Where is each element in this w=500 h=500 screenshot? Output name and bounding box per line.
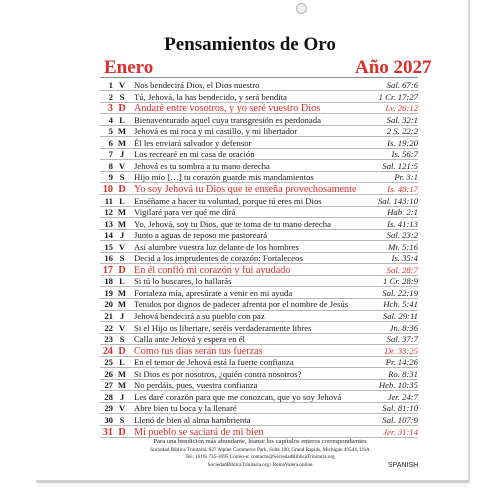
weekday-letter: D	[118, 264, 126, 276]
verse-reference: Sal. 23:2	[386, 230, 418, 241]
day-verse: Nos bendecirá Dios, el Dios nuestro	[134, 80, 260, 90]
language-label: SPANISH	[388, 462, 419, 469]
weekday-letter: M	[117, 287, 127, 298]
weekday-letter: M	[117, 380, 127, 391]
day-number: 31	[102, 426, 113, 438]
weekday-letter: L	[119, 195, 125, 206]
day-number: 9	[108, 172, 113, 183]
day-number: 14	[104, 230, 113, 241]
day-verse: Jehová es mi roca y mi castillo, y mi libertador	[134, 126, 298, 137]
weekday-letter: D	[118, 183, 126, 195]
verse-reference: Sal. 81:10	[382, 403, 418, 414]
day-number: 28	[104, 391, 113, 402]
verse-reference: Sal. 22:19	[382, 287, 418, 298]
day-verse: Así alumbre vuestra luz delante de los hombres	[134, 241, 299, 252]
footer-note: Para una bendición más abundante, léanse los capítulos enteros correspondientes	[153, 438, 367, 445]
weekday-letter: L	[119, 114, 125, 125]
weekday-letter: V	[118, 160, 126, 171]
day-number: 2	[108, 91, 113, 102]
weekday-letter: M	[117, 299, 127, 310]
weekday-letter: V	[118, 403, 126, 414]
day-number: 17	[102, 264, 113, 276]
weekday-letter: M	[117, 218, 127, 229]
day-verse: Calla ante Jehová y espera en él	[134, 334, 245, 345]
verse-reference: Is. 19:20	[387, 137, 418, 148]
day-verse: Jehová es tu sombra a tu mano derecha	[134, 160, 270, 171]
weekday-letter: V	[118, 241, 126, 252]
day-verse: Si tú lo buscares, lo hallarás	[134, 276, 232, 287]
day-number: 19	[104, 287, 113, 298]
day-verse: Andaré entre vosotros, y yo seré vuestro Dios	[134, 103, 321, 115]
day-verse: Hijo mío […] tu corazón guarde mis mandamientos	[134, 172, 314, 183]
hanging-hole	[296, 3, 307, 14]
weekday-letter: D	[118, 103, 126, 115]
day-number: 25	[104, 357, 113, 368]
day-number: 12	[104, 207, 113, 218]
day-number: 8	[108, 160, 113, 171]
day-number: 29	[104, 403, 113, 414]
verse-reference: Is. 35:4	[391, 253, 418, 264]
day-number: 22	[104, 322, 113, 333]
day-number: 3	[107, 103, 113, 115]
weekday-letter: D	[118, 345, 126, 357]
verse-reference: 1 Cr. 17:27	[378, 91, 418, 102]
verse-reference: Is. 41:13	[387, 218, 418, 229]
day-number: 5	[108, 126, 113, 137]
day-number: 30	[104, 414, 113, 425]
verse-reference: Is. 56:7	[391, 149, 418, 160]
day-verse: Junto a aguas de reposo me pastoreará	[134, 230, 268, 241]
verse-reference: Hab. 2:1	[387, 207, 418, 218]
verse-reference: Sal. 107:9	[382, 414, 418, 425]
weekday-letter: L	[119, 276, 125, 287]
verse-reference: Jer. 31:14	[383, 426, 418, 437]
day-number: 11	[104, 195, 113, 206]
footer-address: Sociedad Bíblica Trinitaria, 927 Alpine Commerce Park, Suite 100, Grand Rapids, Michigan 49544, USA	[150, 447, 370, 453]
day-verse: Si Dios es por nosotros, ¿quién contra nosotros?	[134, 368, 302, 379]
weekday-letter: S	[119, 253, 125, 264]
day-verse: Vigilaré para ver qué me dirá	[134, 207, 236, 218]
verse-reference: Sal. 37:7	[386, 334, 418, 345]
weekday-letter: M	[117, 368, 127, 379]
verse-reference: Sal. 28:7	[386, 264, 418, 275]
footer-websites: SociedadBiblicaTrinitaria.org | ReinaValera.online	[207, 462, 313, 468]
day-number: 21	[104, 311, 113, 321]
day-number: 18	[104, 276, 113, 287]
verse-reference: Sal. 121:5	[382, 160, 418, 171]
weekday-letter: S	[119, 334, 125, 345]
day-number: 4	[108, 114, 113, 125]
verse-reference: Pr. 14:26	[385, 357, 418, 368]
day-verse: Bienaventurado aquel cuya transgresión es perdonada	[134, 114, 321, 125]
weekday-letter: D	[118, 426, 126, 438]
verse-reference: Sal. 67:6	[386, 80, 418, 90]
day-number: 26	[104, 368, 113, 379]
verse-reference: Pr. 3:1	[394, 172, 418, 183]
header-rule	[100, 77, 418, 78]
verse-reference: Sal. 143:10	[377, 195, 418, 206]
day-verse: Abre bien tu boca y la llenaré	[134, 403, 237, 414]
day-verse: Tenidos por dignos de padecer afrenta por el nombre de Jesús	[134, 299, 349, 310]
day-number: 6	[108, 137, 113, 148]
verse-reference: 2 S. 22:2	[386, 126, 418, 137]
verse-reference: Is. 48:17	[387, 183, 418, 194]
day-verse: Les daré corazón para que me conozcan, que yo soy Jehová	[134, 391, 342, 402]
weekday-letter: J	[119, 311, 125, 321]
weekday-letter: L	[119, 357, 125, 368]
day-number: 27	[104, 380, 113, 391]
day-verse: Si el Hijo os libertare, seréis verdaderamente libres	[134, 322, 312, 333]
day-verse: Llenó de bien al alma hambrienta	[134, 414, 251, 425]
verse-reference: Heb. 10:35	[378, 380, 418, 391]
verse-reference: Lv. 26:12	[385, 103, 418, 114]
day-verse: Él les enviará salvador y defensor	[134, 137, 252, 148]
day-verse: Decid a los imprudentes de corazón: Fortaleceos	[134, 253, 303, 264]
day-number: 16	[104, 253, 113, 264]
weekday-letter: V	[118, 80, 126, 90]
day-verse: Tú, Jehová, la has bendecido, y será bendita	[134, 91, 287, 102]
verse-reference: Jer. 24:7	[387, 391, 418, 402]
weekday-letter: S	[119, 91, 125, 102]
verse-reference: Jn. 8:36	[389, 322, 418, 333]
verse-reference: Mt. 5:16	[388, 241, 418, 252]
verse-reference: Hch. 5:41	[383, 299, 418, 310]
day-number: 1	[108, 80, 113, 90]
year-label: Año 2027	[355, 57, 432, 78]
day-number: 24	[102, 345, 113, 357]
weekday-letter: M	[117, 137, 127, 148]
verse-reference: Sal. 32:1	[386, 114, 418, 125]
day-number: 13	[104, 218, 113, 229]
day-verse: Los recrearé en mi casa de oración	[134, 149, 255, 160]
day-verse: Mi pueblo se saciará de mi bien	[134, 426, 264, 438]
day-verse: Enséñame a hacer tu voluntad, porque tú eres mi Dios	[134, 195, 322, 206]
day-verse: Como tus días serán tus fuerzas	[134, 345, 263, 357]
day-verse: Fortaleza mía, apresúrate a venir en mi ayuda	[134, 287, 293, 298]
weekday-letter: J	[119, 230, 125, 241]
calendar-title: Pensamientos de Oro	[164, 34, 336, 55]
weekday-letter: S	[119, 172, 125, 183]
verse-reference: Dt. 33:25	[384, 345, 418, 356]
day-verse: En él confió mi corazón y fui ayudado	[134, 264, 291, 276]
day-number: 15	[104, 241, 113, 252]
verse-reference: Sal. 29:11	[382, 311, 418, 321]
day-verse: Yo, Jehová, soy tu Dios, que te toma de tu mano derecha	[134, 218, 331, 229]
footer-contact: Tel.: (616) 735-3695 Correo-e: contacto@SociedadBiblicaTrinitaria.org	[185, 454, 335, 460]
weekday-letter: M	[117, 126, 127, 137]
day-number: 7	[108, 149, 113, 160]
verse-reference: Ro. 8:31	[388, 368, 418, 379]
day-verse: Jehová bendecirá a su pueblo con paz	[134, 311, 265, 321]
weekday-letter: M	[117, 207, 127, 218]
day-verse: Yo soy Jehová tu Dios que te enseña provechosamente	[134, 183, 357, 195]
month-label: Enero	[104, 57, 154, 78]
day-verse: No perdáis, pues, vuestra confianza	[134, 380, 258, 391]
day-verse: En el temor de Jehová está la fuerte confianza	[134, 357, 294, 368]
weekday-letter: J	[119, 149, 125, 160]
day-number: 20	[104, 299, 113, 310]
weekday-letter: V	[118, 322, 126, 333]
verse-reference: 1 Cr. 28:9	[383, 276, 418, 287]
weekday-letter: S	[119, 414, 125, 425]
day-number: 10	[102, 183, 113, 195]
day-number: 23	[104, 334, 113, 345]
weekday-letter: J	[119, 391, 125, 402]
